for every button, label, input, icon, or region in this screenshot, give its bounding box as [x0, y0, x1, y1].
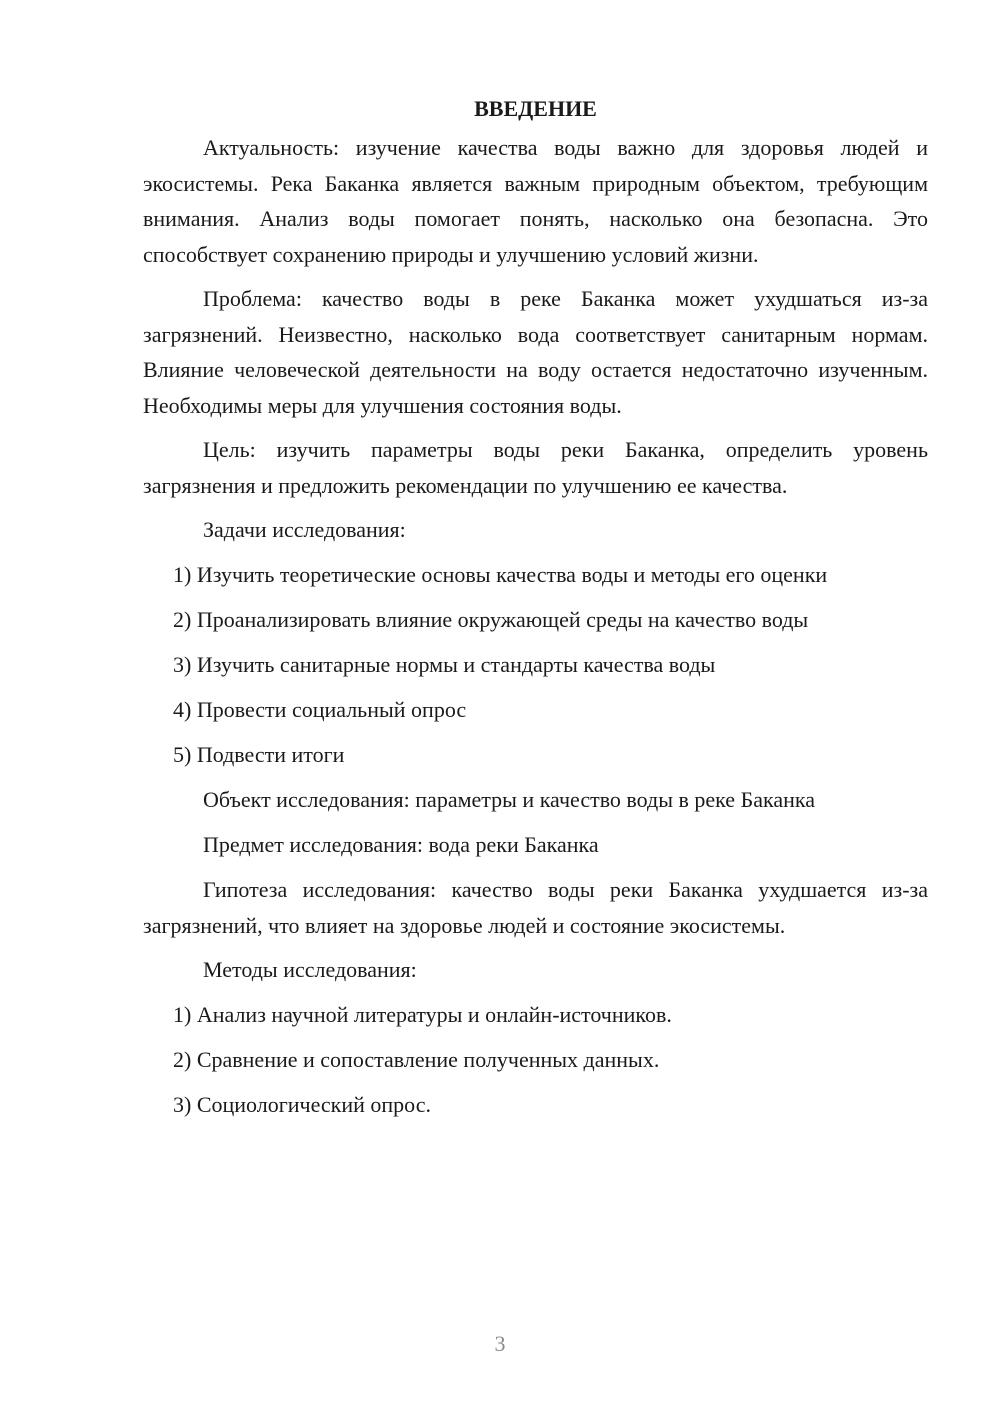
task-item: 5) Подвести итоги	[173, 742, 345, 767]
goal-paragraph: Цель: изучить параметры воды реки Баканка, определить уровень загрязнения и предложить рекомендации по улучшению ее качества.	[143, 437, 928, 498]
task-item: 2) Проанализировать влияние окружающей среды на качество воды	[173, 607, 809, 632]
methods-heading: Методы исследования:	[203, 957, 417, 982]
relevance-paragraph: Актуальность: изучение качества воды важно для здоровья людей и экосистемы. Река Баканка является важным природным объектом, требующим внимания. Анализ воды помогает понять, насколько она безопасна. Это способствует сохранению природы и улучшению условий жизни.	[143, 135, 928, 267]
section-title: ВВЕДЕНИЕ	[474, 96, 597, 121]
method-item: 2) Сравнение и сопоставление полученных данных.	[173, 1047, 660, 1072]
tasks-heading: Задачи исследования:	[203, 517, 406, 542]
method-item: 1) Анализ научной литературы и онлайн-источников.	[173, 1002, 672, 1027]
page-number: 3	[494, 1331, 506, 1356]
task-item: 3) Изучить санитарные нормы и стандарты качества воды	[173, 652, 716, 677]
method-item: 3) Социологический опрос.	[173, 1092, 431, 1117]
task-item: 4) Провести социальный опрос	[173, 697, 467, 722]
document-page	[143, 92, 928, 1132]
research-subject: Предмет исследования: вода реки Баканка	[203, 832, 599, 857]
research-object: Объект исследования: параметры и качество воды в реке Баканка	[203, 787, 815, 812]
problem-paragraph: Проблема: качество воды в реке Баканка может ухудшаться из-за загрязнений. Неизвестно, насколько вода соответствует санитарным нормам. Влияние человеческой деятельности на воду остается недостаточно изученным. Необходимы меры для улучшения состояния воды.	[143, 286, 928, 418]
hypothesis-paragraph: Гипотеза исследования: качество воды реки Баканка ухудшается из-за загрязнений, что влияет на здоровье людей и состояние экосистемы.	[143, 877, 928, 938]
task-item: 1) Изучить теоретические основы качества воды и методы его оценки	[173, 562, 828, 587]
